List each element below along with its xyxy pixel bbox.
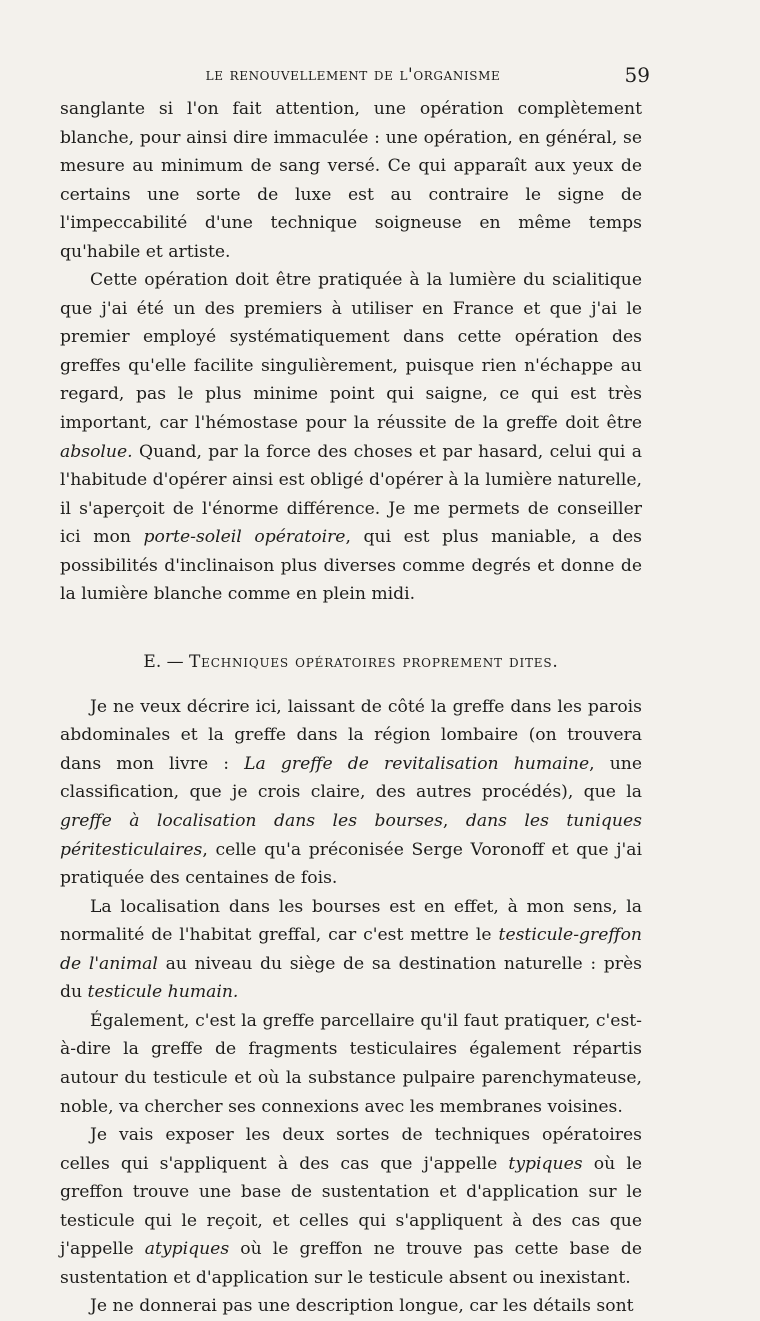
paragraph-4-text-a: La localisation dans les bourses est en effet, à mon sens, la normalité de l'habitat greffal, car c'est mettre le (60, 896, 642, 946)
page-number: 59 (624, 63, 650, 87)
paragraph-3-text-b: , une classification, que je crois claire, des autres procédés), que la (60, 753, 643, 803)
paragraph-1 (60, 95, 642, 266)
paragraph-5 (60, 1007, 642, 1121)
paragraph-4-emphasis-1: testicule-greffon de l'animal (60, 925, 642, 974)
paragraph-4-emphasis-2: testicule humain. (87, 982, 239, 1003)
paragraph-2-emphasis-2: porte-soleil opératoire (143, 527, 346, 548)
paragraph-1-text: sanglante si l'on fait attention, une opération complètement blanche, pour ainsi dire immaculée : une opération, en général, se mesure au minimum de sang versé. Ce qui apparaît aux yeux de certains une sorte de luxe est au contraire le signe de l'impeccabilité d'une technique soigneuse en même temps qu'habile et artiste. (60, 99, 642, 262)
paragraph-3-text-c: , (442, 811, 466, 832)
paragraph-7-text: Je ne donnerai pas une description longue, car les détails sont (90, 1296, 634, 1317)
paragraph-3-text-a: Je ne veux décrire ici, laissant de côté la greffe dans les parois abdominales et la greffe dans la région lombaire (on trouvera dans mon livre : (60, 696, 642, 774)
paragraph-6-emphasis-1: typiques (508, 1153, 583, 1174)
section-heading-title: Techniques opératoires proprement dites. (189, 651, 559, 672)
running-head (60, 62, 650, 88)
paragraph-3-text-d: , celle qu'a préconisée Serge Voronoff et que j'ai pratiquée des centaines de fois. (60, 839, 642, 889)
paragraph-2-text-c: , qui est plus maniable, a des possibilités d'inclinaison plus diverses comme degrés et donne de la lumière blanche comme en plein midi. (60, 527, 642, 605)
paragraph-3-emphasis-2: greffe à localisation dans les bourses (60, 811, 443, 832)
paragraph-6-text-c: où le greffon ne trouve pas cette base de sustentation et d'application sur le testicule absent ou inexistant. (60, 1239, 642, 1288)
paragraph-4 (60, 893, 642, 1007)
paragraph-2 (60, 266, 642, 609)
paragraph-6-text-b: où le greffon trouve une base de sustentation et d'application sur le testicule qui le reçoit, et celles qui s'appliquent à des cas que j'appelle (60, 1153, 642, 1260)
paragraph-6-emphasis-2: atypiques (144, 1239, 230, 1260)
running-title: le renouvellement de l'organisme (205, 65, 501, 85)
section-heading-letter: E. — (143, 651, 190, 672)
paragraph-6 (60, 1121, 642, 1292)
paragraph-2-text-a: Cette opération doit être pratiquée à la lumière du scialitique que j'ai été un des premiers à utiliser en France et que j'ai le premier employé systématiquement dans cette opération des greffes qu'elle facilite singulièrement, puisque rien n'échappe au regard, pas le plus minime point qui saigne, ce qui est très important, car l'hémostase pour la réussite de la greffe doit être (60, 270, 642, 434)
paragraph-4-text-b: au niveau du siège de sa destination naturelle : près du (60, 953, 642, 1003)
paragraph-2-text-b: Quand, par la force des choses et par hasard, celui qui a l'habitude d'opérer ainsi est obligé d'opérer à la lumière naturelle, il s'aperçoit de l'énorme différence. Je me permets de conseiller ici mon (60, 441, 642, 548)
paragraph-6-text-a: Je vais exposer les deux sortes de techniques opératoires celles qui s'appliquent à des cas que j'appelle (60, 1125, 642, 1174)
paragraph-2-emphasis-1: absolue. (60, 441, 133, 462)
section-heading (60, 648, 642, 676)
paragraph-3-emphasis-1: La greffe de revitalisation humaine (244, 753, 590, 774)
paragraph-5-text: Également, c'est la greffe parcellaire qu'il faut pratiquer, c'est-à-dire la greffe de fragments testiculaires également répartis autour du testicule et où la substance pulpaire parenchymateuse, noble, va chercher ses connexions avec les membranes voisines. (60, 1010, 642, 1117)
paragraph-3 (60, 693, 642, 893)
paragraph-7 (60, 1292, 642, 1321)
paragraph-3-emphasis-3: dans les tuniques péritesticulaires (60, 811, 642, 860)
body-text (60, 95, 642, 1321)
